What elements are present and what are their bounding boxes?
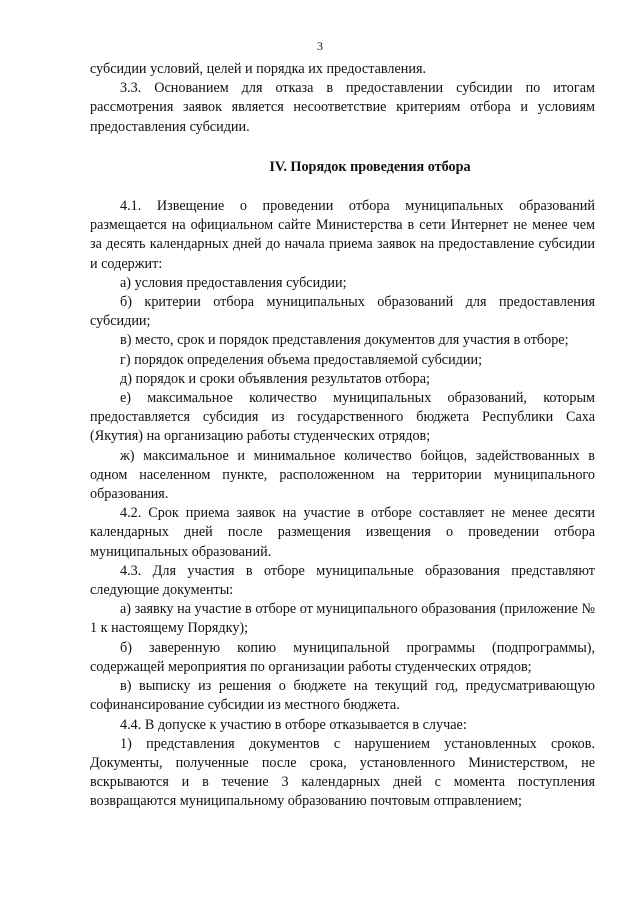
section-heading: IV. Порядок проведения отбора: [269, 158, 471, 175]
paragraph-4-3: 4.3. Для участия в отборе муниципальные образования представляют следующие документы:: [90, 562, 595, 599]
list-item-a: а) условия предоставления субсидии;: [120, 274, 347, 291]
paragraph-4-1: 4.1. Извещение о проведении отбора муниципальных образований размещается на официальном сайте Министерства в сети Интернет не менее чем за десять календарных дней до начала приема заявок на предоставление субсидии и содержит:: [90, 198, 595, 272]
doc-item-v: в) выписку из решения о бюджете на текущий год, предусматривающую софинансирование субсидии из местного бюджета.: [90, 678, 595, 714]
doc-item-b: б) заверенную копию муниципальной программы (подпрограммы), содержащей мероприятия по организации работы студенческих отрядов;: [90, 639, 595, 675]
refusal-item-1: 1) представления документов с нарушением установленных сроков. Документы, полученные после срока, установленного Министерством, не вскрываются и в течение 3 календарных дней с момента поступления возвращаются муниципальному образованию почтовым отправлением;: [90, 735, 595, 810]
document-body: [90, 60, 595, 812]
list-item-zh: ж) максимальное и минимальное количество бойцов, задействованных в одном населенном пункте, расположенном на территории муниципального образования.: [90, 447, 595, 503]
paragraph: субсидии условий, целей и порядка их предоставления.: [90, 61, 427, 77]
list-item-e: е) максимальное количество муниципальных образований, которым предоставляется субсидия из государственного бюджета Республики Саха (Якутия) на организацию работы студенческих отрядов;: [90, 390, 595, 445]
paragraph-3-3: 3.3. Основанием для отказа в предоставлении субсидии по итогам рассмотрения заявок является несоответствие критериям отбора и условиям предоставления субсидии.: [90, 80, 595, 135]
page-number: 3: [317, 39, 323, 53]
paragraph-4-2: 4.2. Срок приема заявок на участие в отборе составляет не менее десяти календарных дней после размещения извещения о проведении отбора муниципальных образований.: [90, 505, 595, 560]
list-item-b: б) критерии отбора муниципальных образований для предоставления субсидии;: [90, 294, 595, 330]
list-item-v: в) место, срок и порядок представления документов для участия в отборе;: [120, 332, 569, 349]
doc-item-a: а) заявку на участие в отборе от муниципального образования (приложение № 1 к настоящему Порядку);: [90, 601, 595, 637]
paragraph-4-4: 4.4. В допуске к участию в отборе отказывается в случае:: [120, 716, 467, 733]
list-item-g: г) порядок определения объема предоставляемой субсидии;: [120, 351, 483, 368]
list-item-d: д) порядок и сроки объявления результатов отбора;: [120, 370, 430, 387]
